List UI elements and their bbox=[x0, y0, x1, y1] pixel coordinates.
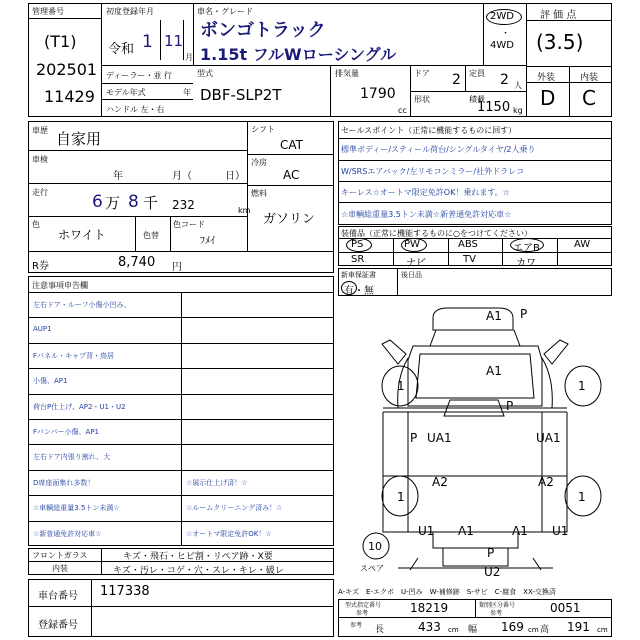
dmg-mark: A1 bbox=[512, 524, 528, 538]
chassis-number: 117338 bbox=[100, 584, 150, 599]
length-unit: cm bbox=[448, 626, 459, 634]
color-code-label: 色コード bbox=[173, 220, 205, 229]
sales-line-4: ☆車輌総重量3.5トン未満☆新普通免許対応車☆ bbox=[341, 210, 512, 219]
dmg-mark: 1 bbox=[578, 379, 586, 393]
chassis-label: 車台番号 bbox=[38, 591, 78, 602]
load: 1150 bbox=[477, 100, 511, 115]
displacement-label: 排気量 bbox=[335, 69, 359, 78]
mileage-rest: 232 bbox=[172, 198, 195, 212]
mgmt-num1: 202501 bbox=[36, 60, 98, 79]
note-left-5: 荷台P仕上げ、AP2・U1・U2 bbox=[33, 403, 126, 411]
ref-label-2: 参考 bbox=[490, 610, 503, 617]
reg-month: 11 bbox=[164, 32, 184, 50]
interior-cond-label: 内装 bbox=[52, 564, 68, 573]
dmg-mark: A1 bbox=[458, 524, 474, 538]
reg-number-label: 登録番号 bbox=[38, 620, 78, 631]
model-year-unit: 年 bbox=[183, 88, 191, 97]
spare-value: 10 bbox=[368, 540, 382, 553]
exterior-grade: D bbox=[540, 86, 556, 110]
ac: AC bbox=[283, 168, 300, 182]
dealer-label: ディーラー・並 行 bbox=[106, 71, 172, 80]
note-left-1: 左右ドア・ルーフ小傷小凹み、 bbox=[33, 301, 131, 309]
color-label: 色 bbox=[32, 220, 40, 229]
backup-label: 後日品 bbox=[401, 271, 422, 279]
equip-tv: TV bbox=[463, 254, 476, 265]
dmg-mark: P bbox=[520, 307, 528, 321]
capacity: 2 bbox=[500, 72, 509, 88]
sales-line-3: キーレス☆オートマ限定免許OK！乗れます。☆ bbox=[341, 188, 510, 197]
inspection-day: 日） bbox=[225, 171, 245, 182]
damage-legend: A-キズ E-エクボ U-凹み W-補修跡 S-サビ C-腐食 XX-交換済 bbox=[338, 588, 556, 596]
category-label: 車歴 bbox=[32, 126, 48, 135]
note-left-7: 左右ドア内張り割れ、大 bbox=[33, 453, 111, 461]
color: ホワイト bbox=[58, 228, 106, 242]
equip-airbag: エアB bbox=[513, 243, 540, 254]
reg-year: 1 bbox=[142, 32, 153, 52]
equipment-title: 装備品（正常に機能するものに○をつけてください） bbox=[341, 229, 532, 238]
inspection-year: 年 bbox=[113, 171, 123, 182]
notes-rule bbox=[28, 419, 334, 420]
era: 令和 bbox=[108, 42, 135, 57]
width: 169 bbox=[501, 620, 524, 634]
km-unit: km bbox=[238, 206, 251, 215]
width-label: 幅 bbox=[468, 625, 478, 635]
notes-rule bbox=[28, 394, 334, 395]
note-right-2: ☆ルームクリーニング済み！☆ bbox=[186, 504, 283, 512]
dmg-mark: 1 bbox=[397, 490, 405, 504]
model-class-label: 型式指定番号 bbox=[345, 602, 382, 609]
handle-label: ハンドル 左・右 bbox=[106, 105, 165, 114]
warranty-label: 新車保証書 bbox=[341, 271, 376, 279]
inspection-month: 月（ bbox=[172, 171, 192, 182]
mileage-8: 8 bbox=[128, 192, 139, 212]
dmg-mark: 1 bbox=[397, 379, 405, 393]
score-label: 評 価 点 bbox=[540, 10, 577, 21]
interior-label: 内装 bbox=[580, 73, 599, 83]
recycle-label: R券 bbox=[32, 261, 49, 272]
dmg-mark: A2 bbox=[432, 475, 448, 489]
mgmt-label: 管理番号 bbox=[32, 7, 64, 16]
equip-pw: PW bbox=[404, 239, 420, 250]
note-right-3: ☆オートマ限定免許OK！☆ bbox=[186, 530, 272, 538]
cc-unit: cc bbox=[398, 106, 407, 115]
notes-rule bbox=[28, 444, 334, 445]
capacity-label: 定員 bbox=[469, 69, 485, 78]
spare-label: スペア bbox=[360, 564, 384, 573]
warranty-frame bbox=[338, 268, 612, 296]
capacity-unit: 人 bbox=[514, 81, 522, 90]
exterior-label: 外装 bbox=[537, 73, 556, 83]
model-year-label: モデル年式 bbox=[106, 88, 146, 97]
dmg-mark: A1 bbox=[486, 309, 502, 323]
ref-label-3: 参考 bbox=[350, 622, 363, 629]
dmg-mark: UA1 bbox=[427, 431, 452, 445]
mileage-label: 走行 bbox=[32, 188, 48, 197]
length: 433 bbox=[418, 620, 441, 634]
equip-sr: SR bbox=[351, 254, 365, 265]
note-left-3: Fパネル・キャブ背・鳥居 bbox=[33, 352, 115, 360]
note-left-9: ☆車輌総重量3.5トン未満☆ bbox=[33, 504, 120, 512]
fuel: ガソリン bbox=[263, 212, 316, 227]
category-class-label: 類別区分番号 bbox=[479, 602, 516, 609]
score: (3.5) bbox=[536, 30, 584, 54]
height-label: 高 bbox=[540, 625, 550, 635]
category-class: 0051 bbox=[550, 601, 581, 615]
color-code: ﾌﾒｲ bbox=[200, 236, 215, 247]
model: DBF-SLP2T bbox=[200, 86, 282, 104]
drive-2wd: 2WD bbox=[490, 11, 514, 22]
equip-abs: ABS bbox=[458, 239, 478, 250]
dmg-mark: A1 bbox=[486, 364, 502, 378]
warranty-value: 有・無 bbox=[344, 286, 374, 297]
model-label: 型式 bbox=[197, 69, 213, 78]
equip-ps: PS bbox=[351, 239, 364, 250]
front-glass: キズ・飛石・ヒビ割・リペア跡・X要 bbox=[123, 552, 273, 562]
notes-rule bbox=[28, 521, 334, 522]
note-left-10: ☆新普通免許対応車☆ bbox=[33, 530, 102, 538]
mileage-sen: 千 bbox=[143, 194, 159, 212]
length-label: 長 bbox=[375, 625, 385, 635]
car-name: ボンゴトラック bbox=[200, 20, 326, 41]
doors: 2 bbox=[452, 72, 461, 88]
dmg-mark: U1 bbox=[418, 524, 435, 538]
equip-navi: ナビ bbox=[406, 258, 426, 269]
first-reg-label: 初度登録年月 bbox=[106, 7, 154, 16]
recycle-unit: 円 bbox=[172, 262, 182, 273]
drive-4wd: 4WD bbox=[490, 40, 514, 51]
dmg-mark: U2 bbox=[484, 565, 501, 579]
drive-dot: ・ bbox=[501, 29, 511, 39]
height-unit: cm bbox=[597, 626, 608, 634]
notes-rule bbox=[28, 470, 334, 471]
recycle-value: 8,740 bbox=[118, 255, 156, 270]
dmg-mark: P bbox=[487, 546, 495, 560]
note-left-2: AUP1 bbox=[33, 325, 52, 333]
car-name-label: 車名・グレード bbox=[197, 7, 253, 16]
dmg-mark: P bbox=[506, 399, 514, 413]
notes-rule bbox=[28, 317, 334, 318]
dmg-mark: A2 bbox=[538, 475, 554, 489]
width-unit: cm bbox=[528, 626, 539, 634]
load-label: 積載 bbox=[469, 95, 485, 104]
dmg-mark: U1 bbox=[552, 524, 569, 538]
mgmt-t: (T1) bbox=[44, 32, 77, 51]
shift: CAT bbox=[280, 138, 303, 152]
grade: 1.15t フルWローシングル bbox=[200, 45, 397, 64]
front-glass-label: フロントガラス bbox=[32, 551, 88, 560]
equip-leather: カワ bbox=[516, 258, 536, 269]
fuel-label: 燃料 bbox=[251, 189, 267, 198]
inspection-label: 車検 bbox=[32, 155, 48, 164]
ref-label-1: 参考 bbox=[356, 610, 369, 617]
shape-label: 形状 bbox=[414, 95, 430, 104]
note-left-8: D席座面集れ多数！ bbox=[33, 479, 95, 487]
note-left-6: Fバンパー小傷、AP1 bbox=[33, 428, 99, 436]
note-left-4: 小傷、AP1 bbox=[33, 377, 68, 385]
sales-line-1: 標準ボディー/スティール荷台/シングルタイヤ/2人乗り bbox=[341, 145, 536, 154]
sales-title: セールスポイント（正常に機能するものに回す） bbox=[341, 126, 517, 135]
height: 191 bbox=[567, 620, 590, 634]
notes-rule bbox=[28, 343, 334, 344]
equip-aw: AW bbox=[574, 239, 591, 250]
dmg-mark: UA1 bbox=[536, 431, 561, 445]
door-label: ドア bbox=[414, 69, 430, 78]
ac-label: 冷房 bbox=[251, 158, 267, 167]
model-class: 18219 bbox=[410, 601, 449, 615]
dmg-mark: 1 bbox=[578, 490, 586, 504]
category: 自家用 bbox=[56, 130, 102, 148]
notes-rule bbox=[28, 495, 334, 496]
month-unit: 月 bbox=[185, 53, 193, 62]
interior-cond: キズ・汚レ・コゲ・穴・スレ・キレ・破レ bbox=[113, 566, 284, 576]
notes-rule bbox=[28, 368, 334, 369]
dmg-mark: P bbox=[410, 431, 418, 445]
displacement: 1790 bbox=[360, 86, 396, 102]
mileage-6: 6 bbox=[92, 192, 103, 212]
load-unit: kg bbox=[513, 106, 523, 115]
color-change-label: 色替 bbox=[143, 231, 159, 240]
mgmt-num2: 11429 bbox=[44, 87, 95, 106]
mileage-man: 万 bbox=[105, 194, 121, 212]
notes-title: 注意事項申告欄 bbox=[32, 281, 88, 290]
sales-line-2: W/SRSエアバック/左リモコンミラー/社外ドラレコ bbox=[341, 167, 525, 176]
shift-label: シフト bbox=[251, 125, 275, 134]
interior-grade: C bbox=[582, 86, 596, 110]
note-right-1: ☆展示仕上げ済！☆ bbox=[186, 479, 248, 487]
